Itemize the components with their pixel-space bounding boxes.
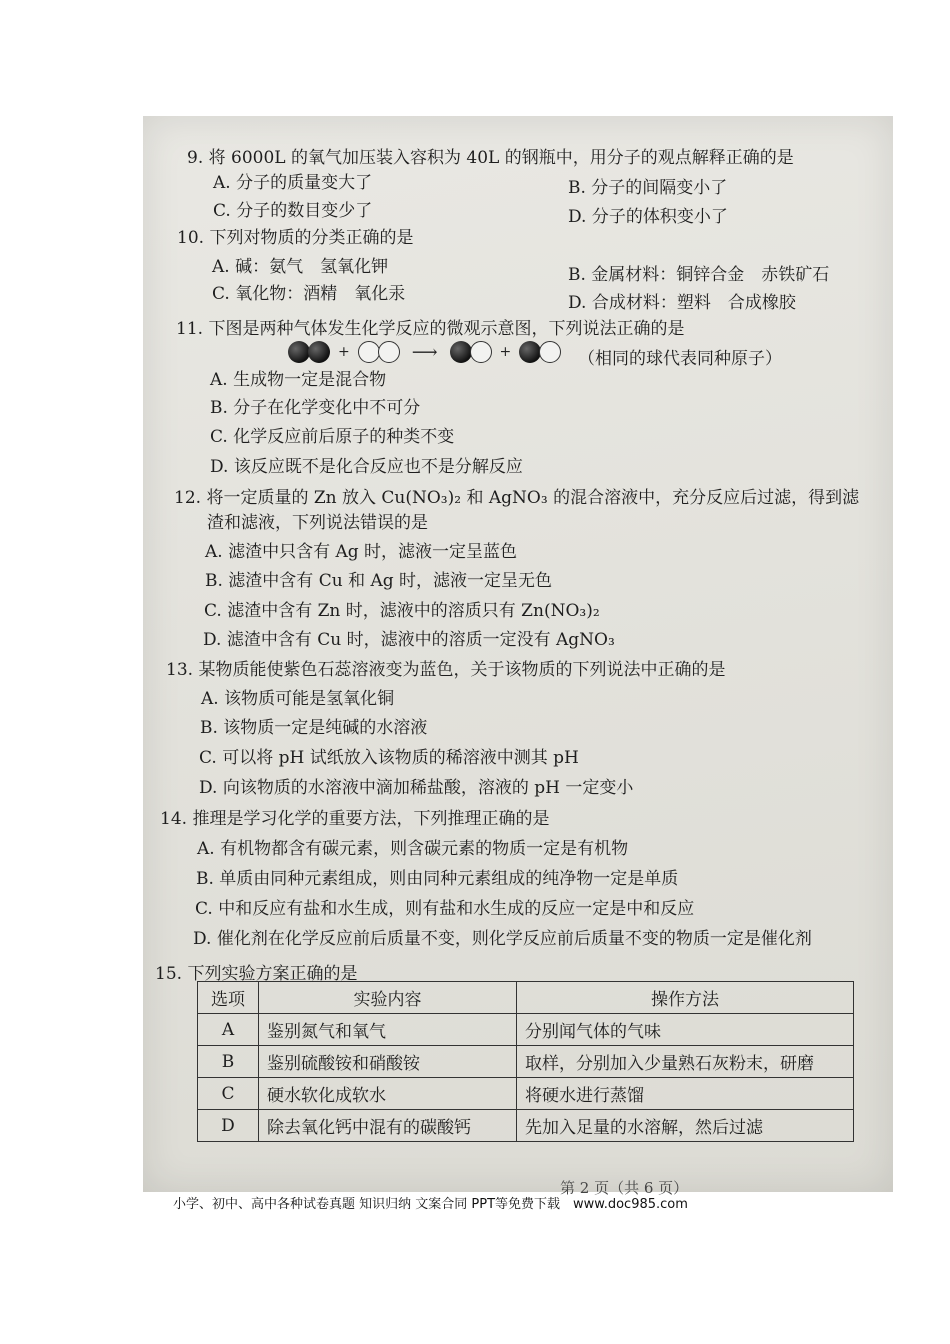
q13-stem: 13. 某物质能使紫色石蕊溶液变为蓝色，关于该物质的下列说法中正确的是	[166, 660, 726, 680]
q10-option-a: A. 碱：氨气 氢氧化钾	[212, 257, 389, 277]
q9-option-a: A. 分子的质量变大了	[213, 173, 373, 193]
table-row	[198, 1078, 854, 1110]
q14-option-d: D. 催化剂在化学反应前后质量不变，则化学反应前后质量不变的物质一定是催化剂	[193, 929, 812, 949]
q11-note: （相同的球代表同种原子）	[578, 349, 782, 369]
q13-option-a: A. 该物质可能是氢氧化铜	[201, 689, 395, 709]
q14-option-c: C. 中和反应有盐和水生成，则有盐和水生成的反应一定是中和反应	[195, 899, 695, 919]
table-row	[198, 1046, 854, 1078]
q9-option-c: C. 分子的数目变少了	[213, 201, 373, 221]
q12-option-c: C. 滤渣中含有 Zn 时，滤液中的溶质只有 Zn(NO₃)₂	[204, 601, 600, 621]
row-option: B	[198, 1046, 259, 1078]
light-atom-icon	[539, 341, 561, 363]
q15-stem: 15. 下列实验方案正确的是	[155, 964, 358, 984]
q10-option-b: B. 金属材料：铜锌合金 赤铁矿石	[568, 265, 830, 285]
dark-atom-icon	[519, 341, 541, 363]
q11-option-c: C. 化学反应前后原子的种类不变	[210, 427, 455, 447]
q9-option-b: B. 分子的间隔变小了	[568, 178, 728, 198]
row-method: 将硬水进行蒸馏	[517, 1078, 854, 1110]
dark-atom-icon	[288, 341, 310, 363]
row-method: 分别闻气体的气味	[517, 1014, 854, 1046]
row-method: 先加入足量的水溶解，然后过滤	[517, 1110, 854, 1142]
q11-option-b: B. 分子在化学变化中不可分	[210, 398, 421, 418]
header-option: 选项	[198, 982, 259, 1014]
plus-sign: +	[499, 344, 512, 360]
plus-sign: +	[338, 344, 350, 360]
table-header-row	[198, 982, 854, 1014]
row-option: C	[198, 1078, 259, 1110]
arrow-icon: ⟶	[411, 341, 438, 363]
header-method: 操作方法	[517, 982, 854, 1014]
q12-option-b: B. 滤渣中含有 Cu 和 Ag 时，滤液一定呈无色	[205, 571, 553, 591]
row-content: 除去氧化钙中混有的碳酸钙	[259, 1110, 517, 1142]
dark-atom-icon	[308, 341, 330, 363]
q10-option-d: D. 合成材料：塑料 合成橡胶	[568, 293, 796, 313]
row-content: 硬水软化成软水	[259, 1078, 517, 1110]
q11-option-a: A. 生成物一定是混合物	[210, 370, 387, 390]
q11-option-d: D. 该反应既不是化合反应也不是分解反应	[210, 457, 523, 477]
row-content: 鉴别氮气和氧气	[259, 1014, 517, 1046]
table-row	[198, 1014, 854, 1046]
q11-stem: 11. 下图是两种气体发生化学反应的微观示意图，下列说法正确的是	[176, 319, 685, 339]
q14-stem: 14. 推理是学习化学的重要方法，下列推理正确的是	[160, 809, 550, 829]
q13-option-b: B. 该物质一定是纯碱的水溶液	[200, 718, 428, 738]
q14-option-b: B. 单质由同种元素组成，则由同种元素组成的纯净物一定是单质	[196, 869, 679, 889]
q12-option-d: D. 滤渣中含有 Cu 时，滤液中的溶质一定没有 AgNO₃	[203, 630, 615, 650]
light-atom-icon	[358, 341, 380, 363]
row-method: 取样，分别加入少量熟石灰粉末，研磨	[517, 1046, 854, 1078]
q14-option-a: A. 有机物都含有碳元素，则含碳元素的物质一定是有机物	[197, 839, 629, 859]
reaction-diagram	[288, 339, 561, 365]
light-atom-icon	[470, 341, 492, 363]
q9-option-d: D. 分子的体积变小了	[568, 207, 728, 227]
q13-option-c: C. 可以将 pH 试纸放入该物质的稀溶液中测其 pH	[199, 748, 579, 768]
light-atom-icon	[378, 341, 400, 363]
experiment-table	[197, 981, 854, 1142]
q13-option-d: D. 向该物质的水溶液中滴加稀盐酸，溶液的 pH 一定变小	[199, 778, 634, 798]
q12-stem-line2: 渣和滤液，下列说法错误的是	[207, 513, 428, 533]
dark-atom-icon	[450, 341, 472, 363]
q12-option-a: A. 滤渣中只含有 Ag 时，滤液一定呈蓝色	[205, 542, 518, 562]
q10-option-c: C. 氧化物：酒精 氧化汞	[212, 284, 406, 304]
q12-stem-line1: 12. 将一定质量的 Zn 放入 Cu(NO₃)₂ 和 AgNO₃ 的混合溶液中，充分反应后过滤，得到滤	[174, 488, 860, 508]
table-row	[198, 1110, 854, 1142]
row-content: 鉴别硫酸铵和硝酸铵	[259, 1046, 517, 1078]
q10-stem: 10. 下列对物质的分类正确的是	[177, 228, 414, 248]
q9-stem: 9. 将 6000L 的氧气加压装入容积为 40L 的钢瓶中，用分子的观点解释正确的是	[187, 148, 794, 168]
page-number: 第 2 页（共 6 页）	[560, 1179, 689, 1197]
header-content: 实验内容	[259, 982, 517, 1014]
site-footer: 小学、初中、高中各种试卷真题 知识归纳 文案合同 PPT等免费下载 www.doc985.com	[173, 1197, 688, 1212]
row-option: A	[198, 1014, 259, 1046]
row-option: D	[198, 1110, 259, 1142]
